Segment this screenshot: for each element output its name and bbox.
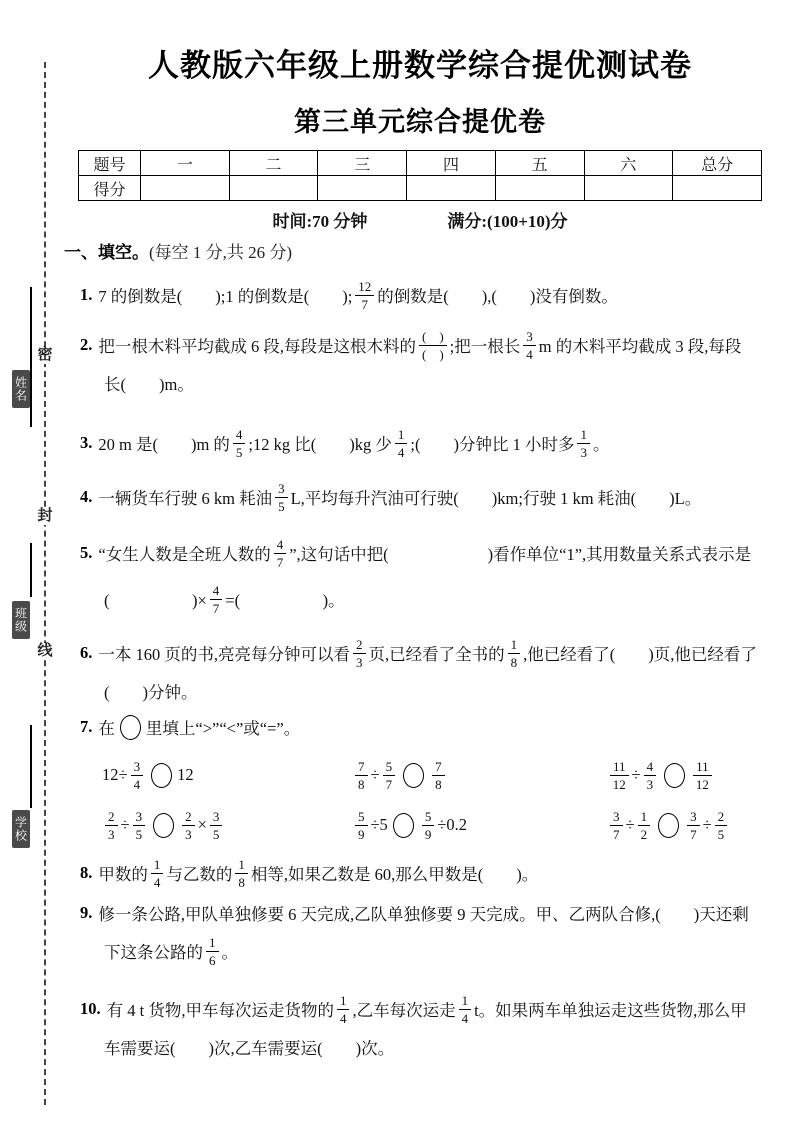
fraction-denominator: 4 (153, 874, 161, 890)
question-5 (80, 530, 770, 622)
score-cell (141, 176, 230, 201)
comparison-row-1 (102, 752, 762, 798)
fraction-numerator: 1 (459, 994, 472, 1010)
question-line (80, 474, 770, 520)
col-header: 三 (318, 151, 407, 176)
question-text: “女生人数是全班人数的 (98, 545, 271, 564)
fraction-numerator: 4 (233, 428, 246, 444)
fraction (638, 810, 651, 841)
fraction-numerator: 4 (210, 584, 223, 600)
question-text: =( )。 (225, 591, 345, 610)
question-line (80, 986, 770, 1032)
fraction-denominator: 8 (238, 874, 245, 890)
fraction-denominator: 7 (212, 600, 220, 616)
question-text: m 的木料平均截成 3 段,每段 (538, 337, 742, 356)
fraction-denominator: 8 (358, 776, 365, 792)
class-writing-line (30, 543, 32, 597)
score-cell (318, 176, 407, 201)
question-text: 把一根木料平均截成 6 段,每段是这根木料的 (98, 337, 416, 356)
fraction (355, 280, 374, 311)
fraction-denominator: 7 (613, 826, 620, 842)
comparison-expression (352, 802, 607, 848)
question-number: 4. (80, 487, 93, 506)
score-cell (407, 176, 496, 201)
fraction (133, 810, 146, 841)
fraction (274, 538, 287, 569)
section-heading (64, 238, 292, 263)
fraction-denominator: 7 (276, 554, 284, 570)
score-row-header: 得分 (79, 176, 141, 201)
question-number: 7. (80, 717, 93, 736)
comparison-circle (151, 763, 172, 788)
question-text: 修一条公路,甲队单独修要 6 天完成,乙队单独修要 9 天完成。甲、乙两队合修,( )天还剩 (98, 905, 749, 924)
fraction-numerator: 3 (275, 482, 288, 498)
fraction-numerator: 3 (210, 810, 223, 826)
question-text: 里填上“>”“<”或“=”。 (145, 719, 301, 738)
fraction (383, 760, 396, 791)
question-6 (80, 630, 770, 706)
col-header: 六 (584, 151, 673, 176)
question-text: ÷0.2 (437, 815, 467, 834)
fraction (275, 482, 288, 513)
fraction-denominator: 12 (612, 776, 626, 792)
fraction-denominator: 5 (235, 444, 243, 460)
question-text: 。 (221, 943, 238, 962)
question-text: ;( )分钟比 1 小时多 (410, 435, 575, 454)
fraction-numerator: 1 (508, 638, 521, 654)
question-text: 在 (98, 719, 115, 738)
question-line (80, 1032, 770, 1062)
question-number-header: 题号 (79, 151, 141, 176)
fraction-numerator: 1 (206, 936, 219, 952)
question-text: ;把一根长 (449, 337, 521, 356)
fraction (508, 638, 521, 669)
question-line (80, 898, 770, 928)
fraction-denominator: 5 (278, 498, 285, 514)
fraction-numerator: 2 (353, 638, 366, 654)
school-writing-line (30, 725, 32, 808)
score-cell (229, 176, 318, 201)
question-text: 12 (177, 765, 194, 784)
fraction-numerator: 12 (355, 280, 374, 296)
question-text: 长( )m。 (104, 375, 194, 394)
fraction-denominator: 8 (435, 776, 442, 792)
question-7 (80, 712, 770, 742)
question-9 (80, 898, 770, 974)
question-text: 12÷ (102, 765, 128, 784)
comparison-circle (393, 813, 414, 838)
fraction-denominator: 9 (358, 826, 365, 842)
fraction-denominator: ( ) (422, 346, 444, 362)
fraction (422, 810, 435, 841)
question-10 (80, 986, 770, 1062)
question-number: 1. (80, 285, 93, 304)
fraction-denominator: 4 (526, 346, 533, 362)
question-number: 9. (80, 903, 93, 922)
fraction-numerator: 2 (182, 810, 195, 826)
question-text: 一本 160 页的书,亮亮每分钟可以看 (98, 645, 350, 664)
section-points-note: (每空 1 分,共 26 分) (149, 243, 293, 262)
question-text: t。如果两车单独运走这些货物,那么甲 (474, 1001, 747, 1020)
question-line (80, 850, 770, 896)
question-text: 一辆货车行驶 6 km 耗油 (98, 489, 273, 508)
question-text: 甲数的 (98, 865, 148, 884)
fraction-numerator: 5 (383, 760, 396, 776)
fraction-numerator: 1 (337, 994, 350, 1010)
seal-char-mi: 密 (37, 347, 53, 363)
score-cell (673, 176, 762, 201)
fraction-numerator: 3 (610, 810, 623, 826)
fraction-numerator: 5 (422, 810, 435, 826)
col-header: 五 (495, 151, 584, 176)
question-line (80, 712, 770, 742)
question-text: × (197, 815, 207, 834)
col-header: 一 (141, 151, 230, 176)
question-line (80, 928, 770, 974)
fraction-denominator: 6 (209, 952, 216, 968)
question-number: 10. (80, 999, 101, 1018)
fraction-denominator: 9 (424, 826, 432, 842)
question-4 (80, 474, 770, 520)
comparison-circle (120, 715, 141, 740)
fraction-denominator: 3 (185, 826, 192, 842)
fraction-numerator: 7 (432, 760, 445, 776)
fraction-denominator: 12 (695, 776, 709, 792)
question-line (80, 322, 770, 368)
fraction-numerator: 1 (151, 858, 164, 874)
question-3 (80, 420, 770, 466)
fraction-denominator: 7 (690, 826, 697, 842)
fraction-denominator: 7 (361, 296, 369, 312)
comparison-expression (102, 752, 352, 798)
time-info: 时间:70 分钟 (272, 212, 368, 231)
section-title: 一、填空。 (64, 243, 149, 262)
comparison-expression (352, 752, 607, 798)
question-line (80, 576, 770, 622)
fraction-numerator: 11 (610, 760, 629, 776)
question-text: ”,这句话中把( )看作单位“1”,其用数量关系式表示是 (289, 545, 752, 564)
unit-subtitle: 第三单元综合提优卷 (294, 107, 546, 137)
fraction (105, 810, 118, 841)
question-number: 3. (80, 433, 93, 452)
fraction (353, 638, 366, 669)
fraction-numerator: 7 (355, 760, 368, 776)
fraction (693, 760, 712, 791)
fraction-numerator: 3 (133, 810, 146, 826)
fraction (432, 760, 445, 791)
question-text: ÷ (702, 815, 712, 834)
question-text: 下这条公路的 (104, 943, 203, 962)
question-text: 。 (592, 435, 610, 454)
comparison-expression (102, 802, 352, 848)
question-text: L,平均每升汽油可行驶( )km;行驶 1 km 耗油( )L。 (290, 489, 702, 508)
fraction-denominator: 3 (356, 654, 363, 670)
school-label: 学校 (12, 810, 30, 848)
question-text: 与乙数的 (166, 865, 233, 884)
fraction-denominator: 4 (461, 1010, 469, 1026)
fraction (644, 760, 657, 791)
fraction-numerator: 3 (131, 760, 144, 776)
fraction (206, 936, 219, 967)
col-header: 总分 (673, 151, 762, 176)
fullscore-info: 满分:(100+10)分 (447, 212, 568, 231)
fraction (210, 810, 223, 841)
fraction (233, 428, 246, 459)
fraction-denominator: 4 (339, 1010, 347, 1026)
fraction-numerator: 2 (715, 810, 728, 826)
paper-title: 人教版六年级上册数学综合提优测试卷 (148, 48, 692, 83)
fraction-numerator: 1 (235, 858, 248, 874)
seal-dashed-line (44, 62, 46, 1105)
fraction (151, 858, 164, 889)
comparison-expression (607, 802, 762, 848)
fraction (182, 810, 195, 841)
question-line (80, 368, 770, 398)
fraction-denominator: 5 (717, 826, 725, 842)
fraction (337, 994, 350, 1025)
fraction-numerator: 1 (638, 810, 651, 826)
question-text: ;12 kg 比( )kg 少 (248, 435, 392, 454)
fraction-denominator: 2 (640, 826, 648, 842)
question-line (80, 420, 770, 466)
question-number: 2. (80, 335, 93, 354)
fraction (523, 330, 536, 361)
question-text: 的倒数是( ),( )没有倒数。 (377, 287, 618, 306)
fraction-denominator: 3 (580, 444, 587, 460)
question-text: ÷ (625, 815, 635, 834)
fraction-denominator: 4 (397, 444, 405, 460)
question-line (80, 530, 770, 576)
comparison-expression (607, 752, 762, 798)
fraction-denominator: 5 (135, 826, 143, 842)
fraction-numerator: 1 (577, 428, 590, 444)
question-text: ÷ (631, 765, 641, 784)
fraction (610, 810, 623, 841)
fraction (355, 760, 368, 791)
fraction-denominator: 3 (646, 776, 654, 792)
fraction-denominator: 5 (212, 826, 220, 842)
score-table (78, 150, 762, 201)
fraction (577, 428, 590, 459)
question-text: 车需要运( )次,乙车需要运( )次。 (104, 1039, 395, 1058)
fraction-denominator: 3 (108, 826, 115, 842)
fraction-numerator: 1 (395, 428, 408, 444)
score-cell (495, 176, 584, 201)
question-line (80, 630, 770, 676)
question-text: 相等,如果乙数是 60,那么甲数是( )。 (250, 865, 539, 884)
table-row (79, 151, 762, 176)
fraction-numerator: 11 (693, 760, 712, 776)
question-text: ( )× (104, 591, 207, 610)
question-number: 6. (80, 643, 93, 662)
question-text: ÷ (370, 765, 380, 784)
fraction (210, 584, 223, 615)
fraction (610, 760, 629, 791)
fraction-numerator: 2 (105, 810, 118, 826)
question-8 (80, 850, 770, 896)
fraction-numerator: ( ) (419, 330, 447, 346)
question-number: 8. (80, 863, 93, 882)
fraction (131, 760, 144, 791)
fraction (687, 810, 700, 841)
question-1 (80, 272, 770, 318)
seal-char-xian: 线 (37, 643, 53, 659)
col-header: 二 (229, 151, 318, 176)
seal-char-feng: 封 (37, 508, 53, 524)
fraction-denominator: 7 (385, 776, 393, 792)
class-label: 班级 (12, 601, 30, 639)
col-header: 四 (407, 151, 496, 176)
fraction-numerator: 3 (687, 810, 700, 826)
table-row (79, 176, 762, 201)
question-text: 页,已经看了全书的 (368, 645, 505, 664)
comparison-circle (658, 813, 679, 838)
fraction-numerator: 5 (355, 810, 368, 826)
question-text: 有 4 t 货物,甲车每次运走货物的 (106, 1001, 334, 1020)
fraction (355, 810, 368, 841)
fraction (419, 330, 447, 361)
question-text: ,他已经看了( )页,他已经看了 (523, 645, 757, 664)
fraction-numerator: 4 (274, 538, 287, 554)
comparison-circle (403, 763, 424, 788)
name-writing-line (30, 287, 32, 427)
fraction-denominator: 8 (510, 654, 518, 670)
question-text: ÷5 (370, 815, 388, 834)
fraction-numerator: 4 (644, 760, 657, 776)
fraction (395, 428, 408, 459)
comparison-row-2 (102, 802, 762, 848)
fraction (459, 994, 472, 1025)
comparison-circle (664, 763, 685, 788)
fraction-numerator: 3 (523, 330, 536, 346)
fraction-denominator: 4 (133, 776, 141, 792)
question-text: 7 的倒数是( );1 的倒数是( ); (98, 287, 353, 306)
fraction (715, 810, 728, 841)
question-text: ,乙车每次运走 (352, 1001, 456, 1020)
name-label: 姓名 (12, 370, 30, 408)
question-number: 5. (80, 543, 93, 562)
question-line (80, 272, 770, 318)
question-text: 20 m 是( )m 的 (98, 435, 230, 454)
score-cell (584, 176, 673, 201)
fraction (235, 858, 248, 889)
question-text: ( )分钟。 (104, 683, 198, 702)
question-line (80, 676, 770, 706)
question-text: ÷ (120, 815, 130, 834)
question-2 (80, 322, 770, 398)
exam-meta (78, 207, 762, 232)
comparison-circle (153, 813, 174, 838)
